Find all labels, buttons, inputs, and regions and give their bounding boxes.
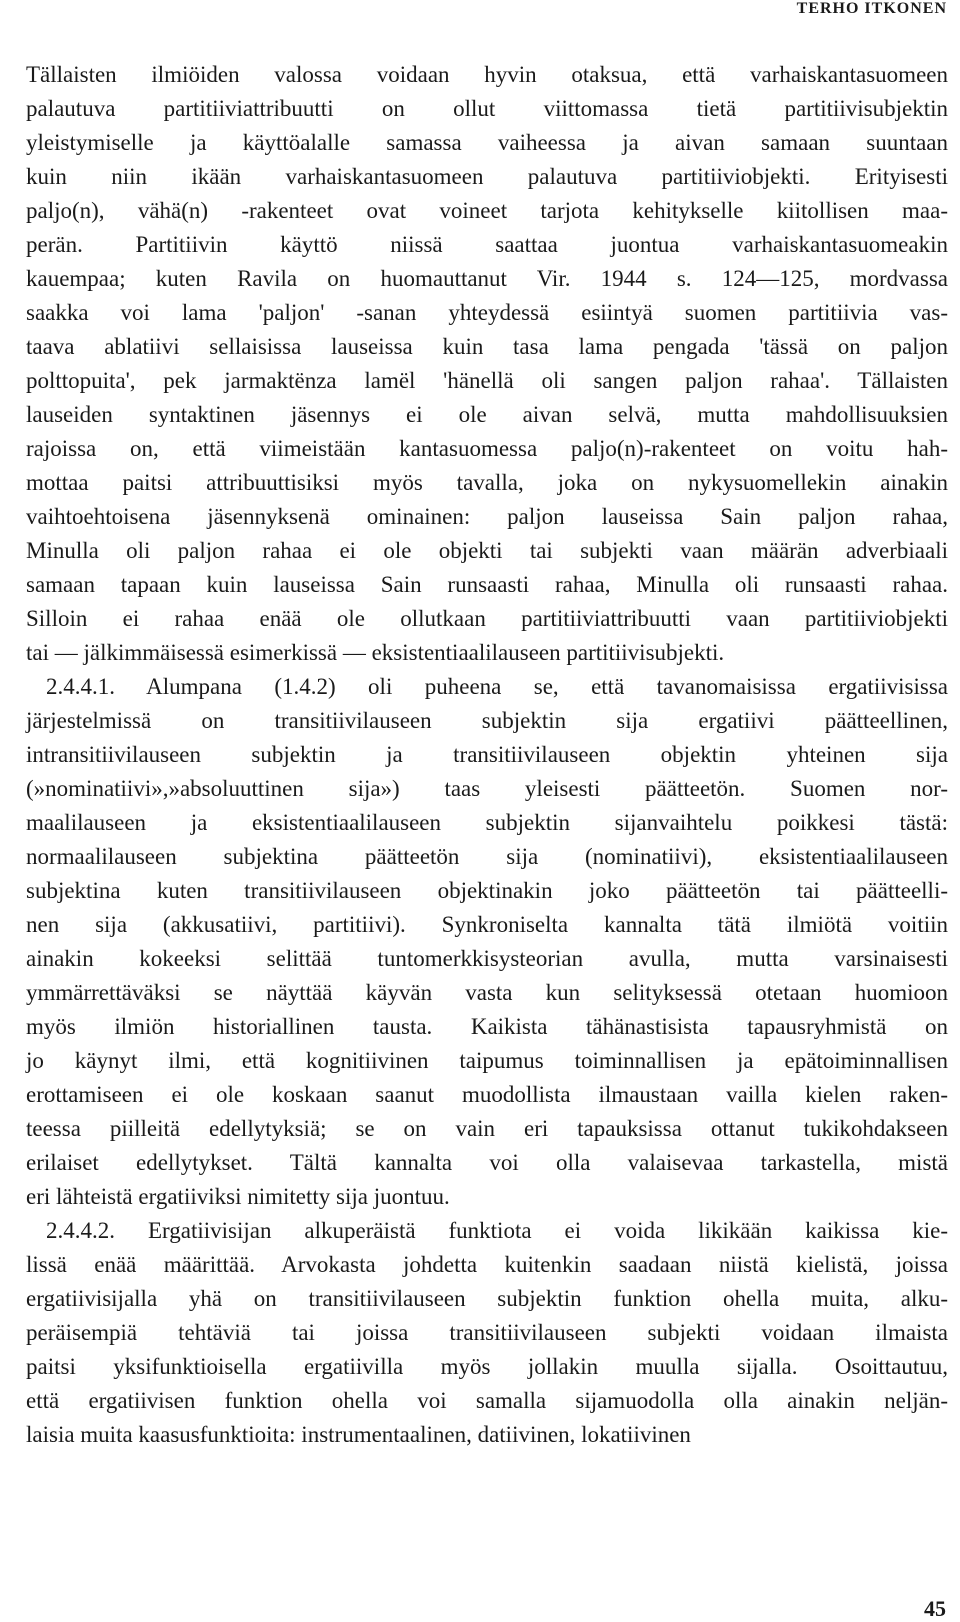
text-line: mottaa paitsi attribuuttisiksi myös tavalla, joka on nykysuomellekin ainakin [26,470,948,495]
text-line: (»nominatiivi»,»absoluuttinen sija») taas yleisesti päätteetön. Suomen nor- [26,776,948,801]
text-line: ymmärrettäväksi se näyttää käyvän vasta kun selityksessä otetaan huomioon [26,980,948,1005]
text-line: Silloin ei rahaa enää ole ollutkaan partitiiviattribuutti vaan partitiiviobjekti [26,606,948,631]
text-line: lissä enää määrittää. Arvokasta johdetta kuitenkin saadaan niistä kielistä, joissa [26,1252,948,1277]
text-line: eri lähteistä ergatiiviksi nimitetty sija juontuu. [26,1184,450,1209]
text-line: ergatiivisijalla yhä on transitiivilauseen subjektin funktion ohella muita, alku- [26,1286,948,1311]
text-line: tai — jälkimmäisessä esimerkissä — eksistentiaalilauseen partitiivisubjekti. [26,640,725,665]
text-line: kuin niin ikään varhaiskantasuomeen palautuva partitiiviobjekti. Erityisesti [26,164,948,189]
text-line: vaihtoehtoisena jäsennyksenä ominainen: paljon lauseissa Sain paljon rahaa, [26,504,948,529]
text-line: että ergatiivisen funktion ohella voi samalla sijamuodolla olla ainakin neljän- [26,1388,948,1413]
text-line: 2.4.4.2. Ergatiivisijan alkuperäistä funktiota ei voida likikään kaikissa kie- [46,1218,948,1243]
text-line: teessa piilleitä edellytyksiä; se on vain eri tapauksissa ottanut tukikohdakseen [26,1116,948,1141]
text-line: intransitiivilauseen subjektin ja transitiivilauseen objektin yhteinen sija [26,742,948,767]
running-head: TERHO ITKONEN [796,0,947,17]
text-line: polttopuita', pek jarmaktënza lamël 'hänellä oli sangen paljon rahaa'. Tällaisten [26,368,948,393]
text-line: järjestelmissä on transitiivilauseen subjektin sija ergatiivi päätteellinen, [26,708,948,733]
text-line: paljo(n), vähä(n) -rakenteet ovat voineet tarjota kehitykselle kiitollisen maa- [26,198,948,223]
text-line: samaan tapaan kuin lauseissa Sain runsaasti rahaa, Minulla oli runsaasti rahaa. [26,572,948,597]
text-line: perän. Partitiivin käyttö niissä saattaa juontua varhaiskantasuomeakin [26,232,948,257]
text-line: peräisempiä tehtäviä tai joissa transitiivilauseen subjekti voidaan ilmaista [26,1320,948,1345]
text-line: erilaiset edellytykset. Tältä kannalta voi olla valaisevaa tarkastella, mistä [26,1150,948,1175]
text-line: laisia muita kaasusfunktioita: instrumentaalinen, datiivinen, lokatiivinen [26,1422,691,1447]
text-line: Tällaisten ilmiöiden valossa voidaan hyvin otaksua, että varhaiskantasuomeen [26,62,948,87]
text-line: myös ilmiön historiallinen tausta. Kaikista tähänastisista tapausryhmistä on [26,1014,948,1039]
body-text [26,58,948,1452]
text-line: kauempaa; kuten Ravila on huomauttanut Vir. 1944 s. 124—125, mordvassa [26,266,948,291]
text-line: normaalilauseen subjektina päätteetön sija (nominatiivi), eksistentiaalilauseen [26,844,948,869]
text-line: taava ablatiivi sellaisissa lauseissa kuin tasa lama pengada 'tässä on paljon [26,334,948,359]
text-line: subjektina kuten transitiivilauseen objektinakin joko päätteetön tai päätteelli- [26,878,948,903]
text-line: nen sija (akkusatiivi, partitiivi). Synkroniselta kannalta tätä ilmiötä voitiin [26,912,948,937]
text-line: 2.4.4.1. Alumpana (1.4.2) oli puheena se, että tavanomaisissa ergatiivisissa [46,674,948,699]
text-line: rajoissa on, että viimeistään kantasuomessa paljo(n)-rakenteet on voitu hah- [26,436,948,461]
text-line: jo käynyt ilmi, että kognitiivinen taipumus toiminnallisen ja epätoiminnallisen [26,1048,948,1073]
text-line: ainakin kokeeksi selittää tuntomerkkisysteorian avulla, mutta varsinaisesti [26,946,948,971]
text-line: palautuva partitiiviattribuutti on ollut viittomassa tietä partitiivisubjektin [26,96,948,121]
text-line: Minulla oli paljon rahaa ei ole objekti tai subjekti vaan määrän adverbiaali [26,538,948,563]
text-line: maalilauseen ja eksistentiaalilauseen subjektin sijanvaihtelu poikkesi tästä: [26,810,948,835]
text-line: lauseiden syntaktinen jäsennys ei ole aivan selvä, mutta mahdollisuuksien [26,402,948,427]
page-number: 45 [924,1596,946,1621]
text-line: paitsi yksifunktioisella ergatiivilla myös jollakin muulla sijalla. Osoittautuu, [26,1354,948,1379]
text-line: saakka voi lama 'paljon' -sanan yhteydessä esiintyä suomen partitiivia vas- [26,300,948,325]
text-line: yleistymiselle ja käyttöalalle samassa vaiheessa ja aivan samaan suuntaan [26,130,948,155]
text-line: erottamiseen ei ole koskaan saanut muodollista ilmaustaan vailla kielen raken- [26,1082,948,1107]
